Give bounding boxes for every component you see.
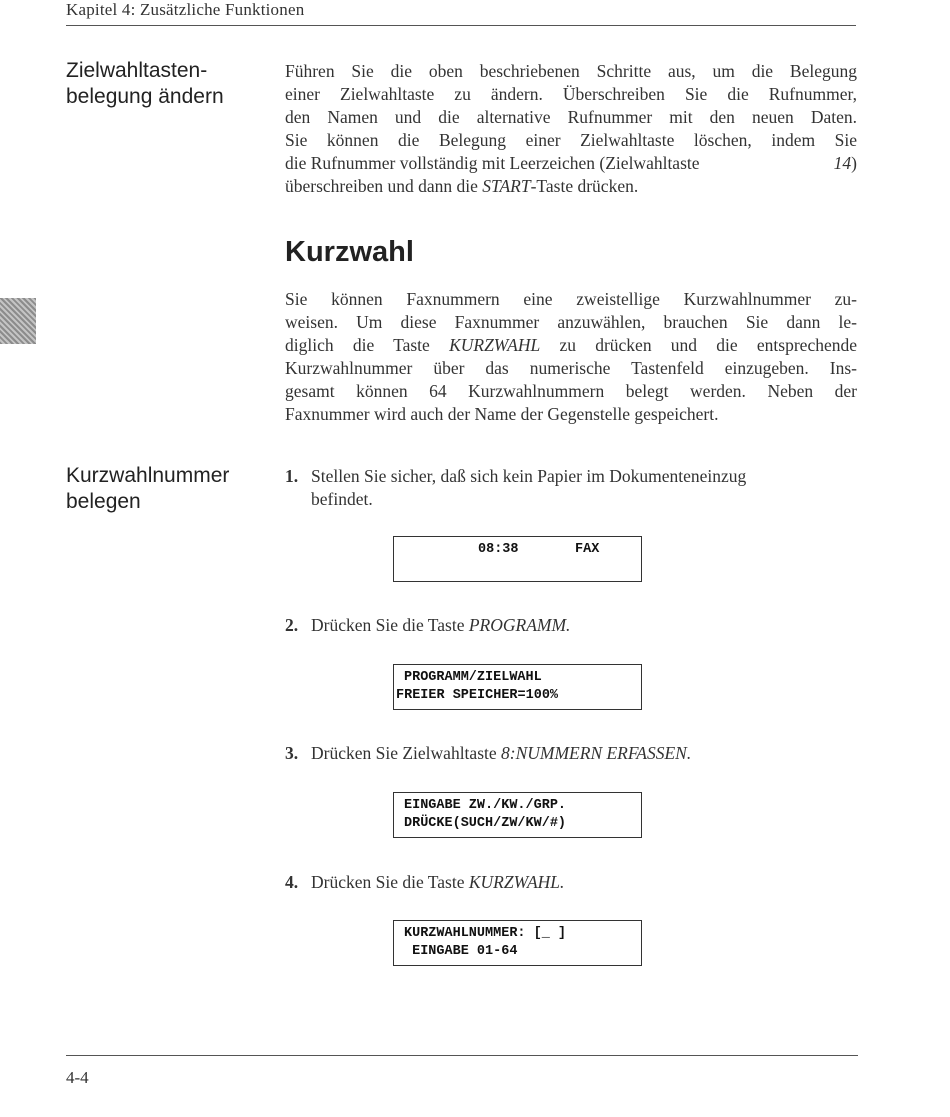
side-heading-line: Zielwahltasten- — [66, 59, 208, 82]
side-heading-line: belegen — [66, 490, 141, 513]
footer-rule — [66, 1055, 858, 1056]
text-run: zu drücken und die entsprechende — [540, 335, 857, 355]
lcd-display-2 — [393, 664, 642, 710]
text-line — [285, 175, 857, 198]
text-line: Sie können Faxnummern eine zweistellige Kurzwahlnummer zu- — [285, 289, 857, 309]
key-number: 14 — [833, 153, 852, 173]
text-line: Führen Sie die oben beschriebenen Schritte aus, um die Belegung — [285, 61, 857, 81]
side-heading-zielwahl — [66, 58, 266, 110]
lcd-line-2: DRÜCKE(SUCH/ZW/KW/#) — [404, 816, 567, 831]
text-line: einer Zielwahltaste zu ändern. Überschreiben Sie die Rufnummer, — [285, 84, 857, 104]
step-text-continued: befindet. — [311, 489, 373, 509]
step-text: Drücken Sie Zielwahltaste — [311, 743, 502, 763]
lcd-display-1 — [393, 536, 642, 582]
step-text: Drücken Sie die Taste — [311, 615, 469, 635]
running-header: Kapitel 4: Zusätzliche Funktionen — [66, 0, 305, 19]
key-kurzwahl: KURZWAHL. — [468, 872, 565, 892]
header-rule — [66, 25, 856, 26]
text-line: Kurzwahlnummer über das numerische Tastenfeld einzugeben. Ins- — [285, 358, 857, 378]
text-line: weisen. Um diese Faxnummer anzuwählen, brauchen Sie dann le- — [285, 312, 857, 332]
step-2 — [285, 614, 570, 637]
key-start: START — [482, 176, 531, 196]
chapter-thumb-tab — [0, 298, 36, 344]
text-line: gesamt können 64 Kurzwahlnummern belegt werden. Neben der — [285, 381, 857, 401]
step-3 — [285, 742, 691, 765]
step-number: 2. — [285, 615, 299, 635]
key-kurzwahl: KURZWAHL — [449, 335, 541, 355]
step-text: Stellen Sie sicher, daß sich kein Papier im Dokumenteneinzug — [311, 466, 747, 486]
key-programm: PROGRAMM. — [468, 615, 571, 635]
step-number: 3. — [285, 743, 299, 763]
lcd-line-1: EINGABE ZW./KW./GRP. — [404, 798, 567, 813]
section-title-kurzwahl: Kurzwahl — [285, 236, 414, 268]
step-4 — [285, 871, 564, 894]
text-line: den Namen und die alternative Rufnummer mit den neuen Daten. — [285, 107, 857, 127]
text-run: überschreiben und dann die — [285, 176, 483, 196]
text-line: Faxnummer wird auch der Name der Gegenstelle gespeichert. — [285, 404, 719, 424]
paragraph-zielwahl — [285, 60, 857, 198]
key-nummern-erfassen: 8:NUMMERN ERFASSEN. — [501, 743, 692, 763]
page-number: 4-4 — [66, 1068, 89, 1087]
lcd-line-2: FREIER SPEICHER=100% — [396, 688, 559, 703]
lcd-line-1: 08:38 — [478, 542, 519, 557]
step-text: Drücken Sie die Taste — [311, 872, 469, 892]
lcd-display-3 — [393, 792, 642, 838]
step-1 — [285, 465, 857, 511]
text-run: ) — [851, 153, 857, 173]
lcd-line-2: EINGABE 01-64 — [404, 944, 518, 959]
text-run: diglich die Taste — [285, 335, 450, 355]
step-number: 1. — [285, 466, 299, 486]
step-number: 4. — [285, 872, 299, 892]
text-run: die Rufnummer vollständig mit Leerzeichen (Zielwahltaste — [285, 153, 700, 173]
text-line: Sie können die Belegung einer Zielwahltaste löschen, indem Sie — [285, 130, 857, 150]
side-heading-line: belegung ändern — [66, 85, 224, 108]
lcd-display-4 — [393, 920, 642, 966]
paragraph-kurzwahl — [285, 288, 857, 426]
lcd-line-1: KURZWAHLNUMMER: [_ ] — [404, 926, 567, 941]
side-heading-kurzwahlnummer — [66, 463, 266, 515]
lcd-line-1: PROGRAMM/ZIELWAHL — [404, 670, 542, 685]
text-run — [834, 152, 857, 175]
lcd-line-1b: FAX — [575, 542, 600, 557]
text-line — [285, 152, 857, 175]
side-heading-line: Kurzwahlnummer — [66, 464, 230, 487]
text-line — [285, 334, 857, 357]
text-run: -Taste drücken. — [530, 176, 639, 196]
